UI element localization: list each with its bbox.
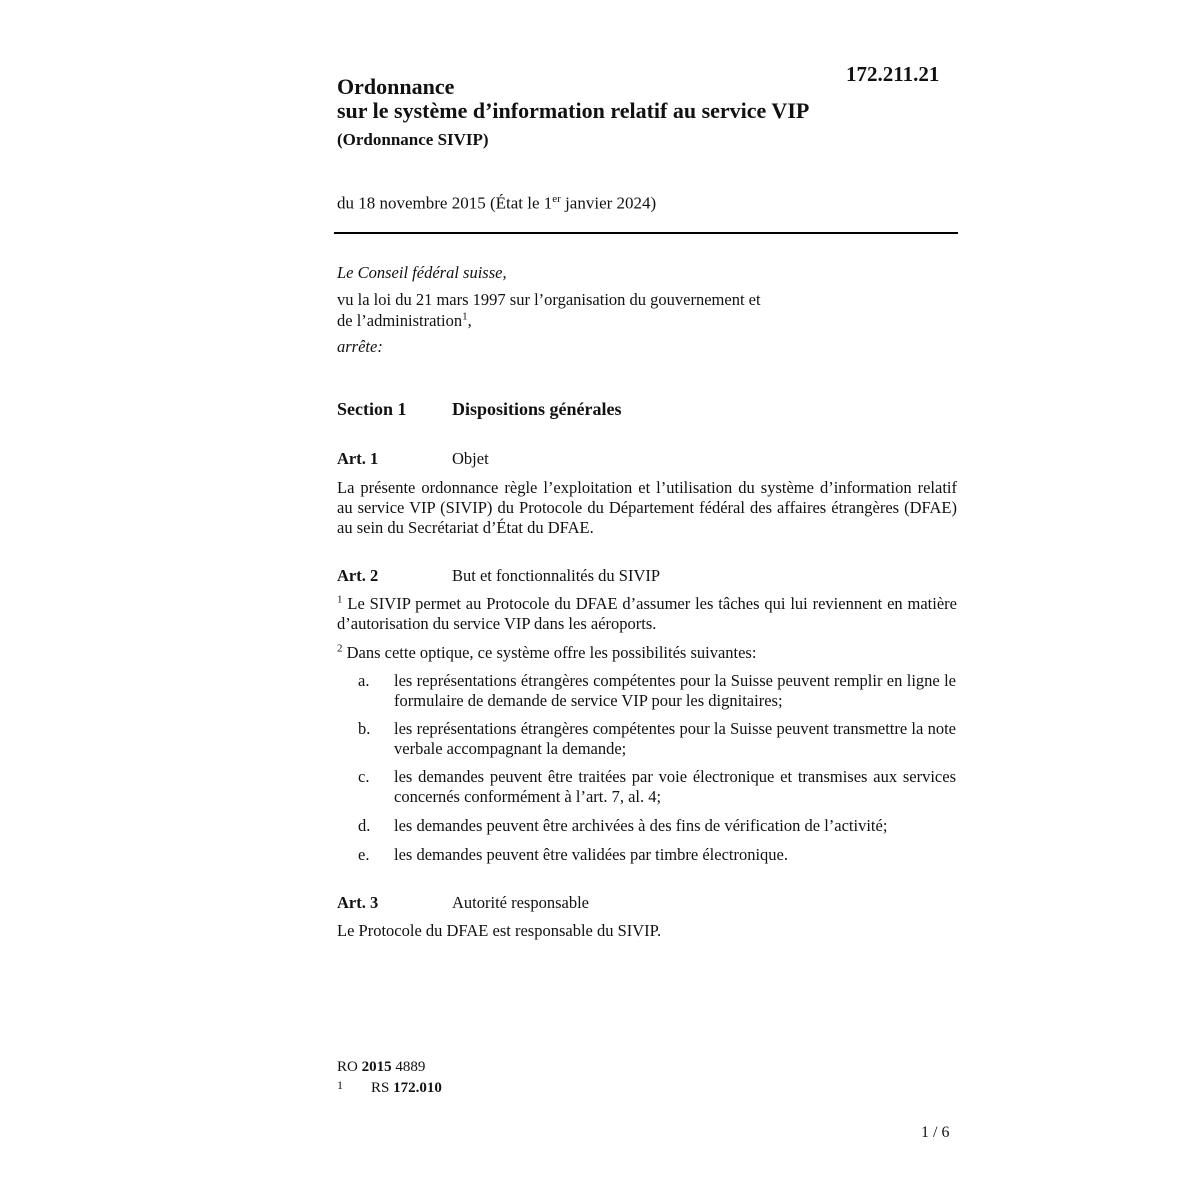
art-3-text: Le Protocole du DFAE est responsable du SIVIP.: [337, 921, 662, 940]
footnote-ref: 172.010: [393, 1080, 442, 1096]
art-2-paragraph-2: [337, 643, 957, 663]
list-item-letter: c.: [358, 767, 370, 786]
list-item-letter: e.: [358, 845, 370, 864]
title-line-2: sur le système d’information relatif au service VIP: [337, 98, 810, 123]
art-2-paragraph-1: [337, 594, 957, 634]
footnote-marker-1[interactable]: 1: [462, 310, 468, 323]
footnote-prefix: RS: [371, 1080, 394, 1096]
list-item-letter: a.: [358, 671, 370, 690]
section-1-title: Dispositions générales: [452, 399, 622, 419]
ro-prefix: RO: [337, 1059, 362, 1075]
ro-year: 2015: [361, 1059, 392, 1075]
date-superscript: er: [552, 193, 561, 205]
ro-page: 4889: [391, 1059, 426, 1075]
sr-reference-number: 172.211.21: [846, 62, 940, 86]
header-divider: [334, 232, 958, 234]
list-item-letter: d.: [358, 816, 371, 835]
paragraph-text: Dans cette optique, ce système offre les possibilités suivantes:: [342, 643, 757, 662]
list-item-text: les représentations étrangères compétentes pour la Suisse peuvent remplir en ligne le formulaire de demande de service VIP pour les dignitaires;: [394, 671, 956, 710]
paragraph-text: Le SIVIP permet au Protocole du DFAE d’assumer les tâches qui lui reviennent en matière d’autorisation du service VIP dans les aéroports.: [337, 594, 957, 633]
list-item-text: les demandes peuvent être traitées par voie électronique et transmises aux services concernés conformément à l’art. 7, al. 4;: [394, 767, 956, 806]
art-3-title: Autorité responsable: [452, 893, 590, 912]
title-line-1: Ordonnance: [337, 74, 455, 99]
paragraph-number: 2: [337, 642, 343, 655]
title-short-name: (Ordonnance SIVIP): [337, 130, 489, 149]
preamble-authority: Le Conseil fédéral suisse,: [337, 263, 507, 282]
art-2-label: Art. 2: [337, 566, 379, 585]
preamble-vu-line-2: [337, 311, 957, 331]
preamble-vu-end: ,: [467, 311, 472, 330]
page-number: 1 / 6: [921, 1124, 950, 1141]
art-1-title: Objet: [452, 449, 489, 468]
paragraph-number: 1: [337, 593, 343, 606]
art-3-label: Art. 3: [337, 893, 379, 912]
art-1-text: La présente ordonnance règle l’exploitation et l’utilisation du système d’information relatif au service VIP (SIVIP) du Protocole du Département fédéral des affaires étrangères (DFAE) au sein du Secrétariat d’État du DFAE.: [337, 478, 957, 537]
section-1-label: Section 1: [337, 399, 407, 419]
footnote-1-number: 1: [337, 1078, 343, 1092]
list-item-text: les représentations étrangères compétentes pour la Suisse peuvent transmettre la note verbale accompagnant la demande;: [394, 719, 956, 758]
list-item-text: les demandes peuvent être validées par timbre électronique.: [394, 845, 789, 864]
art-2-title: But et fonctionnalités du SIVIP: [452, 566, 661, 585]
footnote-1-text[interactable]: [371, 1080, 442, 1097]
list-item-text: les demandes peuvent être archivées à des fins de vérification de l’activité;: [394, 816, 888, 835]
preamble-arrete: arrête:: [337, 337, 383, 356]
footnote-ro: [337, 1059, 425, 1076]
enactment-date: [337, 193, 656, 214]
art-1-label: Art. 1: [337, 449, 379, 468]
date-prefix: du 18 novembre 2015 (État le 1: [337, 193, 553, 213]
preamble-vu-text: de l’administration: [337, 311, 463, 330]
preamble-vu-line-1: vu la loi du 21 mars 1997 sur l’organisation du gouvernement et: [337, 290, 761, 309]
list-item-letter: b.: [358, 719, 371, 738]
date-suffix: janvier 2024): [560, 193, 657, 213]
